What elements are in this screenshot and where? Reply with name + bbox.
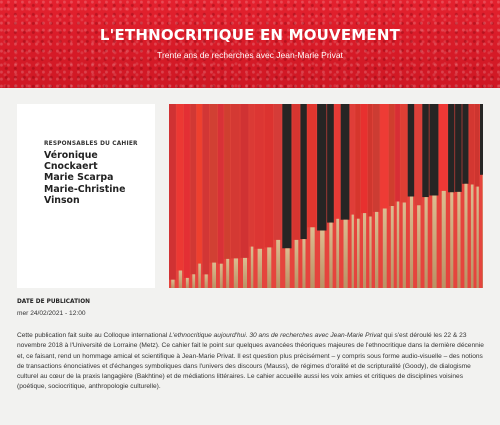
- editor-name-line: Cnockaert: [44, 161, 98, 173]
- colloquium-title: L'ethnocritique aujourd'hui. 30 ans de recherches avec Jean-Marie Privat: [169, 332, 383, 339]
- cover-image: [169, 104, 483, 288]
- editor-name-line: Marie Scarpa: [44, 172, 114, 184]
- description-text-1: Cette publication fait suite au Colloque international: [17, 332, 170, 339]
- publication-date: mer 24/02/2021 - 12:00: [17, 310, 86, 317]
- page-title: L'ETHNOCRITIQUE EN MOUVEMENT: [99, 26, 401, 44]
- cover-strips: [169, 104, 483, 288]
- panel-divider: [155, 104, 169, 288]
- publication-date-label: DATE DE PUBLICATION: [17, 299, 90, 305]
- editor-name-line: Vinson: [44, 194, 80, 206]
- header-banner: [0, 0, 500, 88]
- editor-name-line: Marie-Christine: [44, 183, 126, 195]
- description-paragraph: [17, 331, 485, 393]
- cover-illustration: [169, 104, 483, 288]
- editor-name-line: Véronique: [44, 150, 98, 161]
- page-subtitle: Trente ans de recherches avec Jean-Marie Privat: [157, 50, 343, 60]
- light-wash: [169, 104, 483, 288]
- editors-list: [44, 150, 152, 206]
- editors-label: RESPONSABLES DU CAHIER: [44, 141, 138, 147]
- description-text-2: qui s'est déroulé les 22 & 23 novembre 2018 à l'Université de Lorraine (Metz). Ce cahier fait le point sur quelques avancées théoriques majeures de l'ethnocritique dans la dernière décennie et, ce faisant, rend un hommage amical et scientifique à Jean-Marie Privat. Il est question plus précisément – y compris sous forme audio-visuelle – des notions de transactions énonciatives et d'échanges symboliques dans l'univers des discours (Mauss), de régimes d'oralité et de scripturalité (Goody), de dialogisme culturel au cœur de la praxis langagière (Bakhtine) et de médiations littéraires. Le cahier accueille aussi les voix amies et critiques de disciplines voisines (poétique, sociocritique, anthropologie culturelle).: [17, 332, 484, 391]
